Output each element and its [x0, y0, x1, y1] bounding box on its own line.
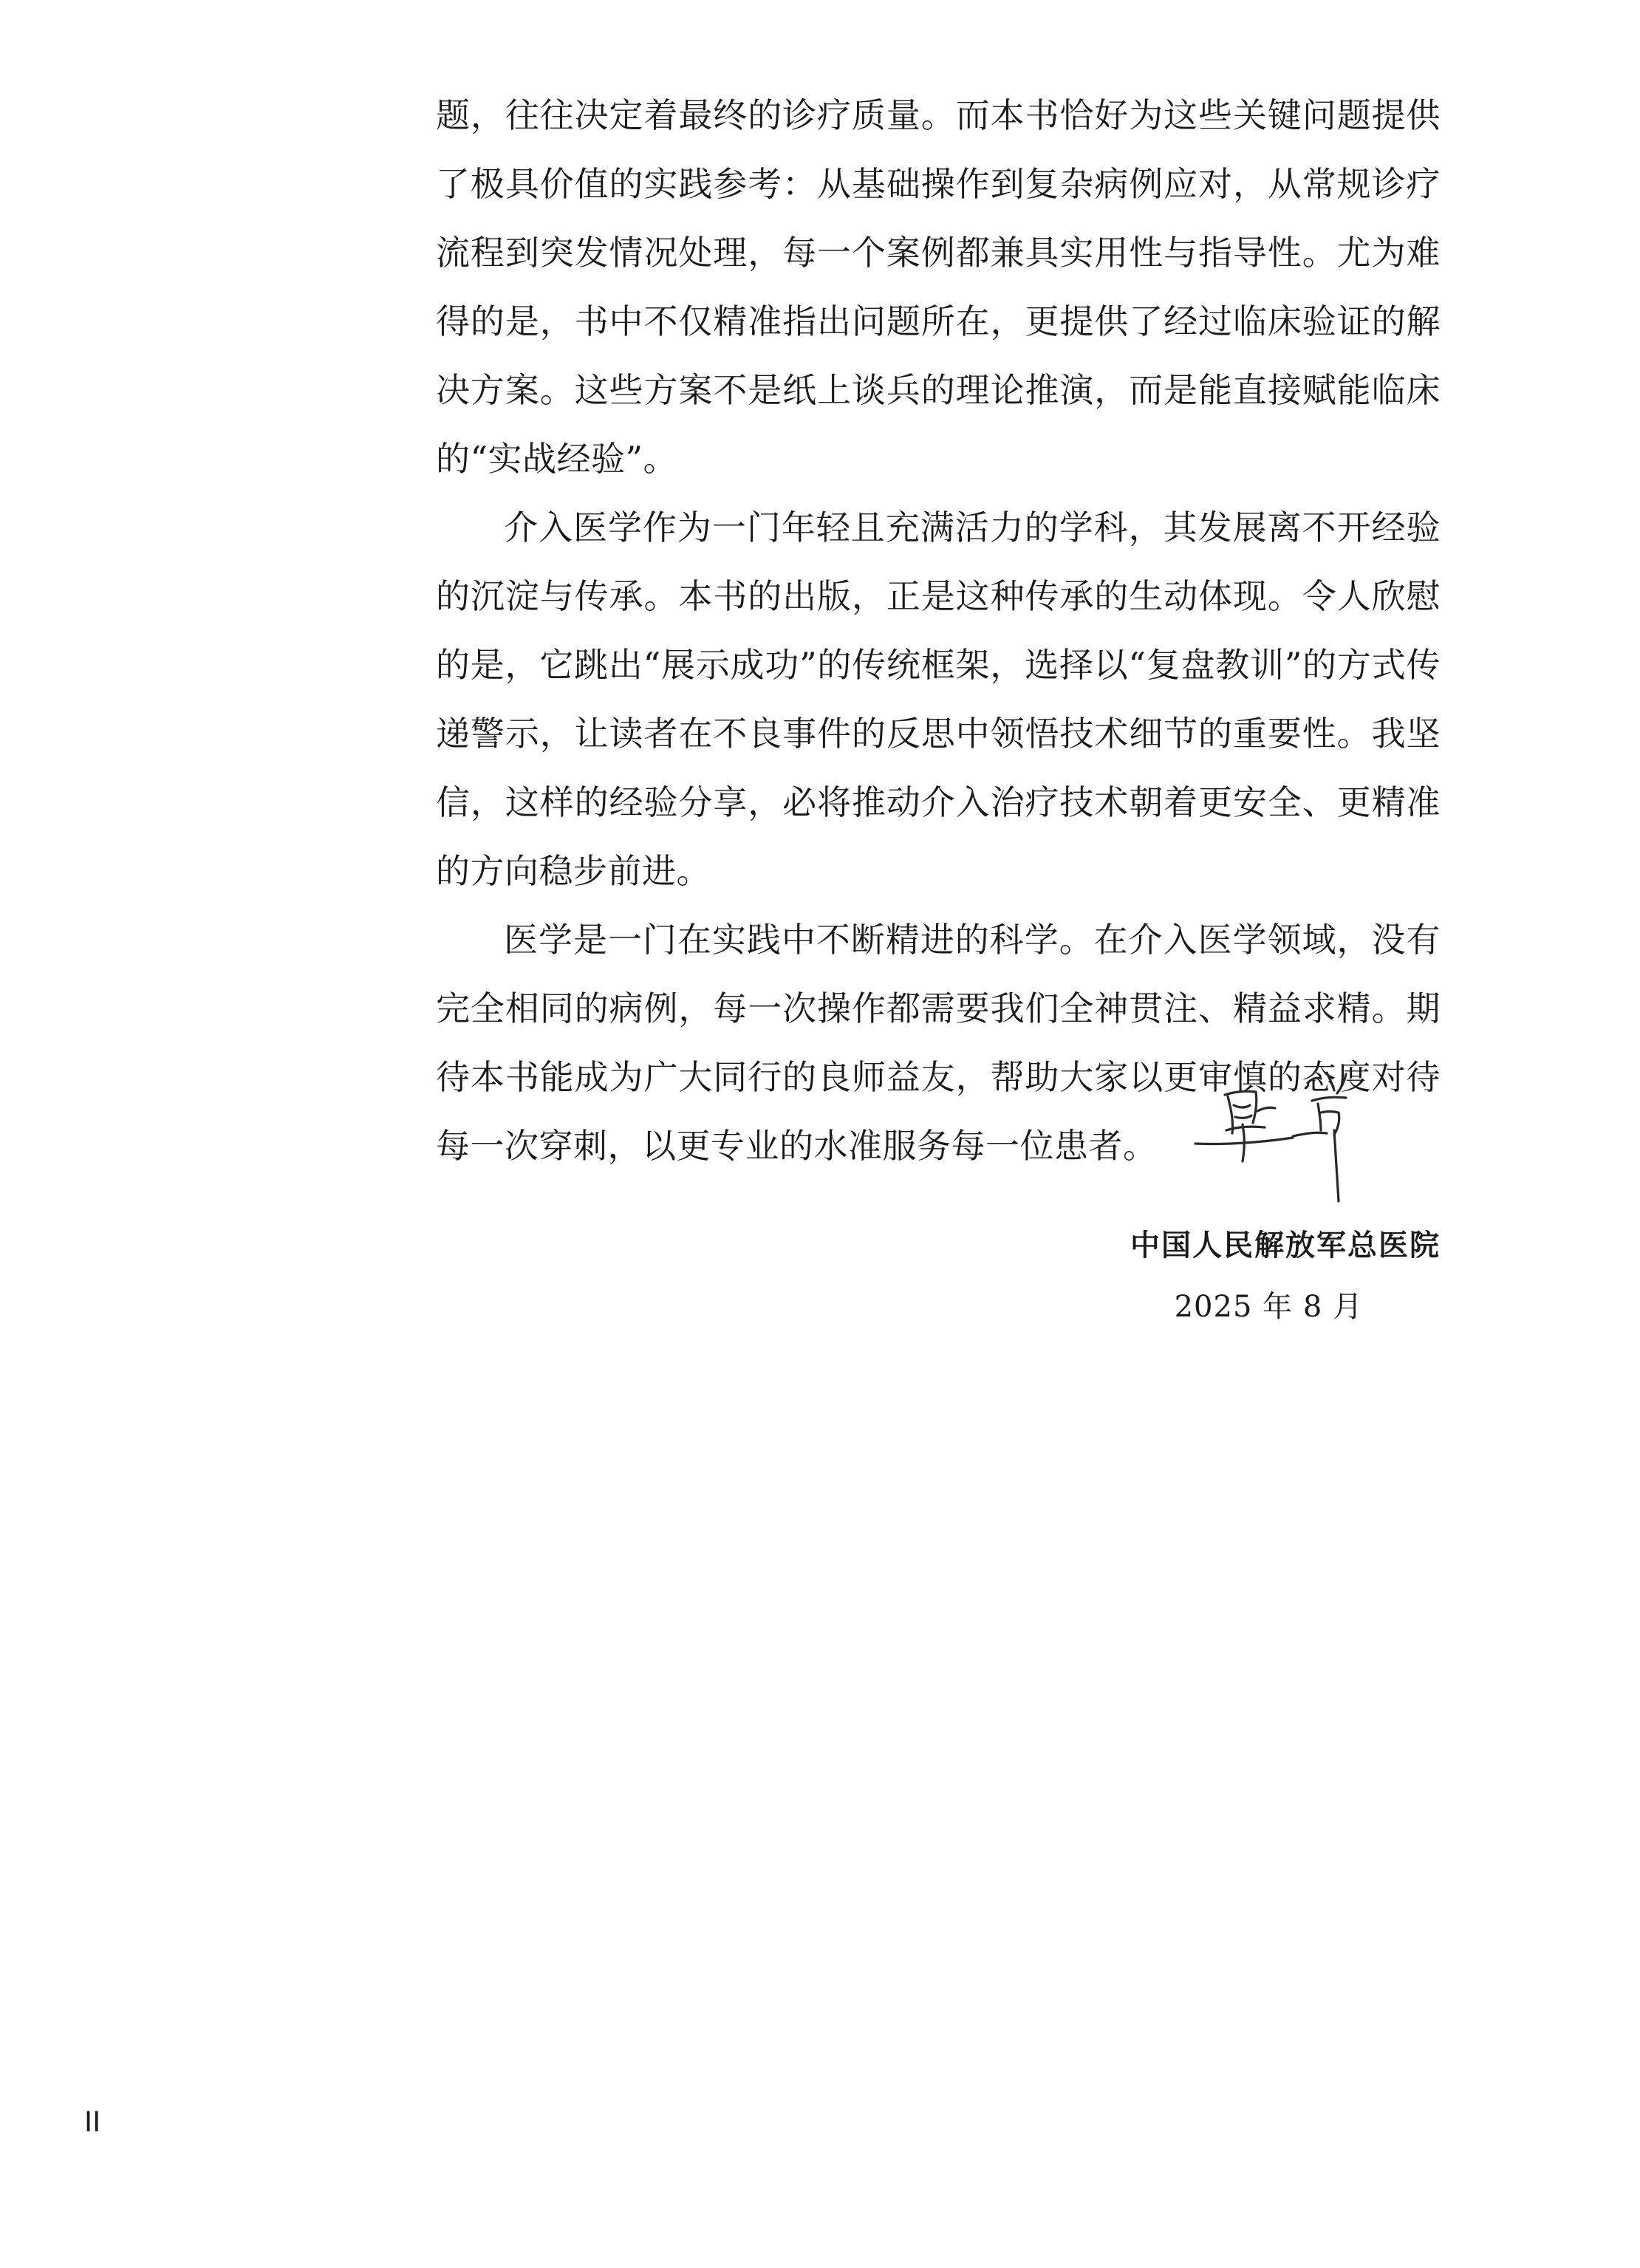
signature-organization: 中国人民解放军总医院 [1130, 1228, 1441, 1263]
paragraph-continued: 题，往往决定着最终的诊疗质量。而本书恰好为这些关键问题提供了极具价值的实践参考：从基础操作到复杂病例应对，从常规诊疗流程到突发情况处理，每一个案例都兼具实用性与指导性。尤为难得的是，书中不仅精准指出问题所在，更提供了经过临床验证的解决方案。这些方案不是纸上谈兵的理论推演，而是能直接赋能临床的“实战经验”。 [436, 95, 1441, 479]
handwritten-signature [1182, 1056, 1396, 1208]
body-text [436, 81, 1441, 1181]
signature-date: 2025 年 8 月 [1174, 1290, 1363, 1324]
paragraph: 介入医学作为一门年轻且充满活力的学科，其发展离不开经验的沉淀与传承。本书的出版，正是这种传承的生动体现。令人欣慰的是，它跳出“展示成功”的传统框架，选择以“复盘教训”的方式传递警示，让读者在不良事件的反思中领悟技术细节的重要性。我坚信，这样的经验分享，必将推动介入治疗技术朝着更安全、更精准的方向稳步前进。 [436, 508, 1441, 891]
paragraph: 医学是一门在实践中不断精进的科学。在介入医学领域，没有完全相同的病例，每一次操作都需要我们全神贯注、精益求精。期待本书能成为广大同行的良师益友，帮助大家以更审慎的态度对待每一次穿刺，以更专业的水准服务每一位患者。 [436, 920, 1441, 1166]
page-number: II [84, 2105, 101, 2138]
